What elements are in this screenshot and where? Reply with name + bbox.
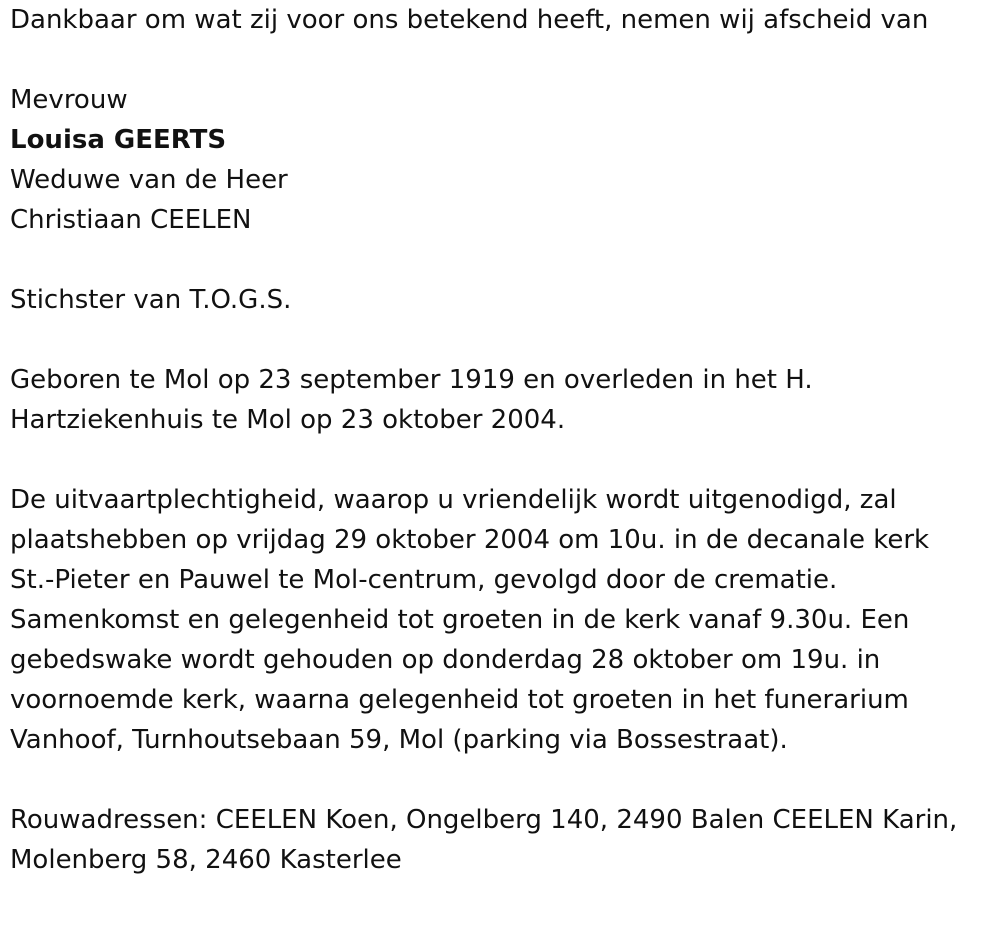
spouse-line-1: Weduwe van de Heer [10, 165, 288, 195]
honorific: Mevrouw [10, 85, 128, 115]
obituary-notice [10, 0, 985, 880]
spacer [10, 40, 985, 80]
addresses-line-2: Molenberg 58, 2460 Kasterlee [10, 845, 402, 875]
ceremony-line-3: St.-Pieter en Pauwel te Mol-centrum, gevolgd door de crematie. [10, 565, 838, 595]
ceremony-line-1: De uitvaartplechtigheid, waarop u vriendelijk wordt uitgenodigd, zal [10, 485, 897, 515]
ceremony-line-5: gebedswake wordt gehouden op donderdag 28 oktober om 19u. in [10, 645, 881, 675]
deceased-name: Louisa GEERTS [10, 125, 227, 155]
birth-death-line-2: Hartziekenhuis te Mol op 23 oktober 2004. [10, 405, 566, 435]
spouse-line-2: Christiaan CEELEN [10, 205, 252, 235]
ceremony-line-2: plaatshebben op vrijdag 29 oktober 2004 om 10u. in de decanale kerk [10, 525, 930, 555]
birth-death-line-1: Geboren te Mol op 23 september 1919 en overleden in het H. [10, 365, 813, 395]
ceremony-line-7: Vanhoof, Turnhoutsebaan 59, Mol (parking via Bossestraat). [10, 725, 788, 755]
spacer [10, 760, 985, 800]
spacer [10, 240, 985, 280]
ceremony-line-6: voornoemde kerk, waarna gelegenheid tot groeten in het funerarium [10, 685, 909, 715]
intro-text: Dankbaar om wat zij voor ons betekend heeft, nemen wij afscheid van [10, 5, 929, 35]
spacer [10, 320, 985, 360]
addresses-line-1: Rouwadressen: CEELEN Koen, Ongelberg 140, 2490 Balen CEELEN Karin, [10, 805, 958, 835]
spacer [10, 440, 985, 480]
ceremony-line-4: Samenkomst en gelegenheid tot groeten in de kerk vanaf 9.30u. Een [10, 605, 910, 635]
founder-line: Stichster van T.O.G.S. [10, 285, 292, 315]
